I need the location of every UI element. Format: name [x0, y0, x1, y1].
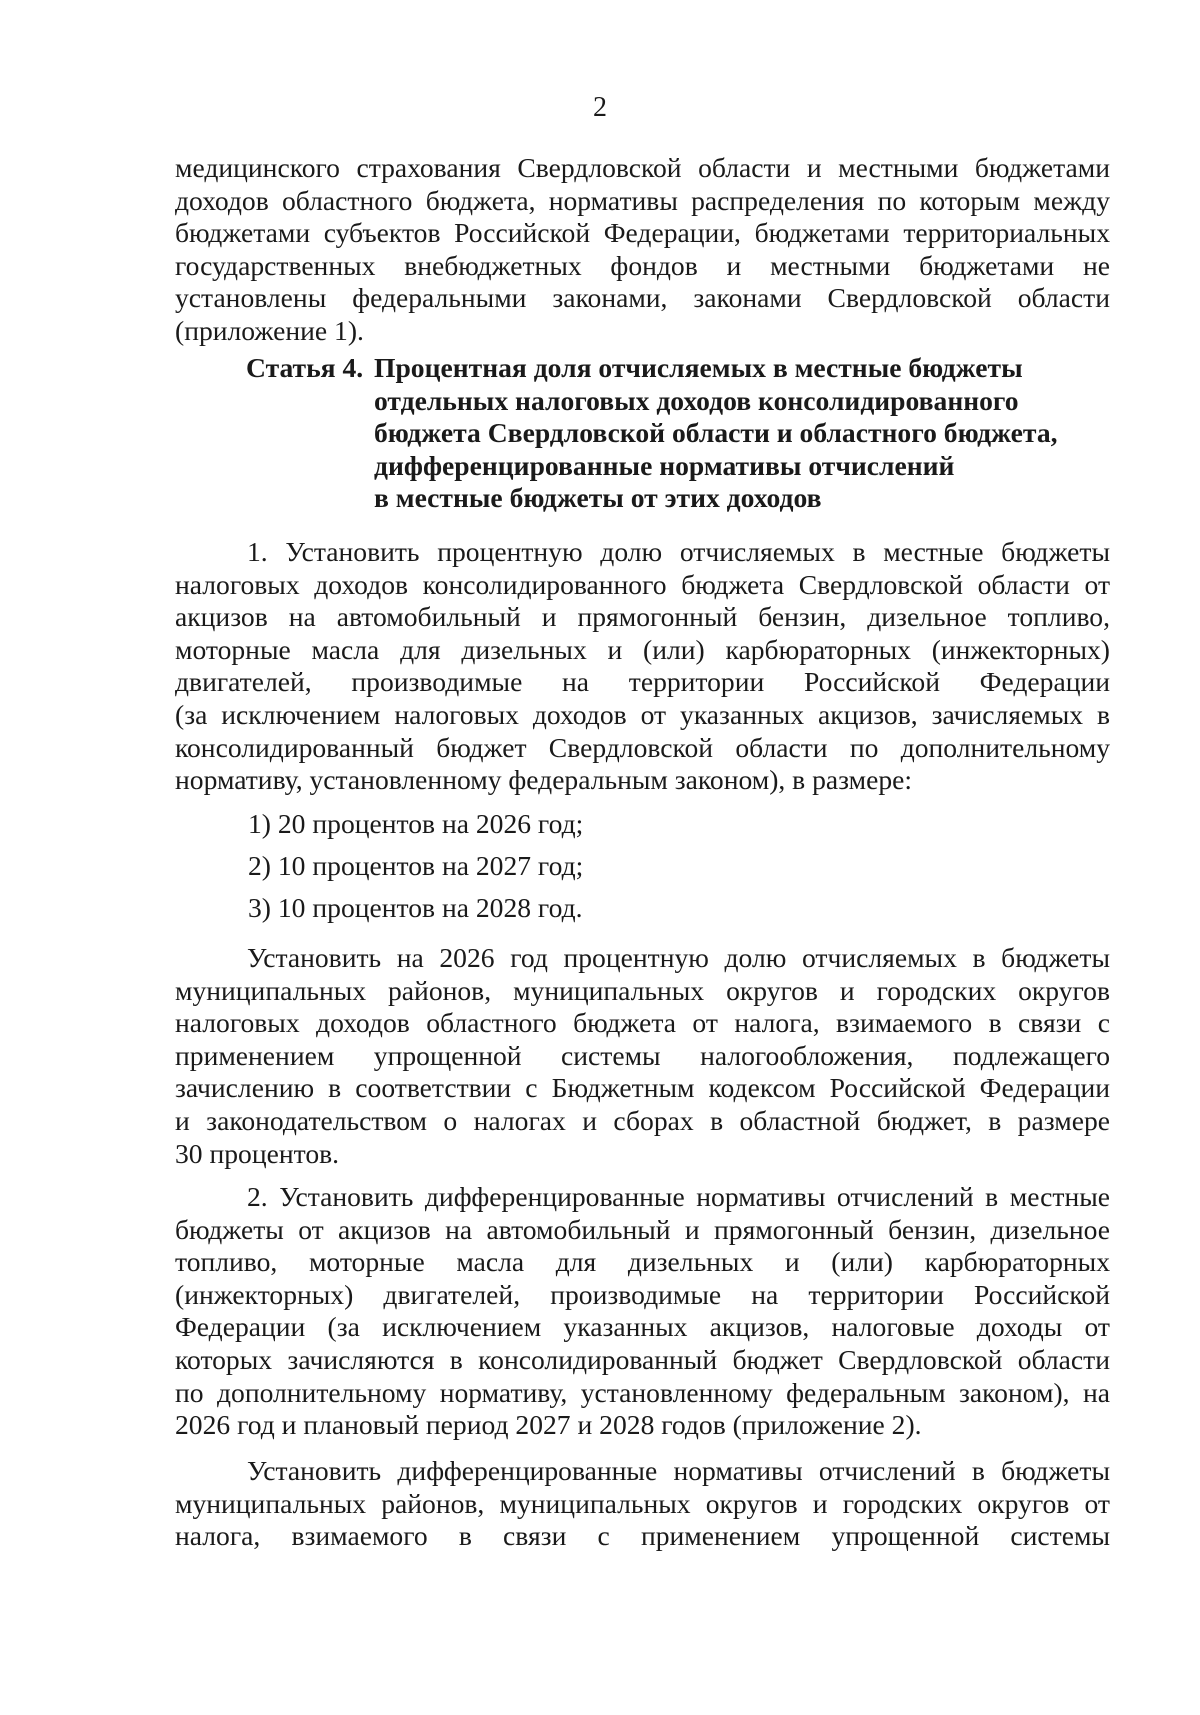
paragraph-4: [175, 1455, 1110, 1553]
article-title-line: бюджета Свердловской области и областного бюджета,: [374, 417, 1058, 449]
text-line: бюджеты от акцизов на автомобильный и прямогонный бензин, дизельное: [175, 1213, 1110, 1245]
text-line: налога, взимаемого в связи с применением упрощенной системы: [175, 1520, 1110, 1552]
text-line: муниципальных районов, муниципальных округов и городских округов: [175, 974, 1110, 1006]
text-line: медицинского страхования Свердловской области и местными бюджетами: [175, 152, 1110, 183]
text-line: 1. Установить процентную долю отчисляемых в местные бюджеты: [247, 536, 1110, 567]
list-item: 2) 10 процентов на 2027 год;: [248, 850, 584, 881]
page-number: 2: [593, 92, 607, 123]
text-line: налоговых доходов консолидированного бюджета Свердловской области от: [175, 568, 1110, 600]
paragraph-2: [175, 942, 1110, 1170]
text-line: государственных внебюджетных фондов и местными бюджетами не: [175, 249, 1110, 281]
text-line: акцизов на автомобильный и прямогонный бензин, дизельное топливо,: [175, 601, 1110, 633]
article-label: Статья 4.: [246, 352, 364, 383]
text-line: двигателей, производимые на территории Российской Федерации: [175, 666, 1110, 698]
article-heading: [246, 352, 1126, 515]
text-line: и законодательством о налогах и сборах в областной бюджет, в размере: [175, 1104, 1110, 1136]
text-line: доходов областного бюджета, нормативы распределения по которым между: [175, 184, 1110, 216]
article-title-line: отдельных налоговых доходов консолидированного: [374, 384, 1019, 416]
article-title-line: Процентная доля отчисляемых в местные бюджеты: [374, 352, 1023, 383]
list-item: 3) 10 процентов на 2028 год.: [248, 892, 583, 923]
text-line: муниципальных районов, муниципальных округов и городских округов от: [175, 1487, 1110, 1519]
text-line: консолидированный бюджет Свердловской области по дополнительному: [175, 731, 1110, 763]
article-title-line: в местные бюджеты от этих доходов: [374, 482, 822, 514]
list-item: 1) 20 процентов на 2026 год;: [248, 808, 584, 839]
text-line: применением упрощенной системы налогообложения, подлежащего: [175, 1039, 1110, 1071]
text-line: моторные масла для дизельных и (или) карбюраторных (инжекторных): [175, 633, 1110, 665]
text-line: 30 процентов.: [175, 1137, 340, 1169]
text-line: по дополнительному нормативу, установленному федеральным законом), на: [175, 1376, 1110, 1408]
paragraph-1: [175, 536, 1110, 797]
text-line: Федерации (за исключением указанных акцизов, налоговые доходы от: [175, 1311, 1110, 1343]
text-line: (приложение 1).: [175, 314, 364, 346]
text-line: 2026 год и плановый период 2027 и 2028 годов (приложение 2).: [175, 1409, 922, 1441]
text-line: которых зачисляются в консолидированный бюджет Свердловской области: [175, 1343, 1110, 1375]
text-line: (за исключением налоговых доходов от указанных акцизов, зачисляемых в: [175, 698, 1110, 730]
text-line: зачислению в соответствии с Бюджетным кодексом Российской Федерации: [175, 1072, 1110, 1104]
text-line: 2. Установить дифференцированные нормативы отчислений в местные: [247, 1181, 1110, 1212]
text-line: (инжекторных) двигателей, производимые на территории Российской: [175, 1278, 1110, 1310]
intro-paragraph: [175, 152, 1110, 348]
text-line: бюджетами субъектов Российской Федерации, бюджетами территориальных: [175, 217, 1110, 249]
paragraph-3: [175, 1181, 1110, 1442]
article-title-line: дифференцированные нормативы отчислений: [374, 449, 955, 481]
text-line: налоговых доходов областного бюджета от налога, взимаемого в связи с: [175, 1007, 1110, 1039]
text-line: топливо, моторные масла для дизельных и (или) карбюраторных: [175, 1246, 1110, 1278]
text-line: нормативу, установленному федеральным законом), в размере:: [175, 764, 913, 796]
text-line: Установить дифференцированные нормативы отчислений в бюджеты: [247, 1455, 1110, 1486]
text-line: установлены федеральными законами, законами Свердловской области: [175, 282, 1110, 314]
text-line: Установить на 2026 год процентную долю отчисляемых в бюджеты: [247, 942, 1110, 973]
